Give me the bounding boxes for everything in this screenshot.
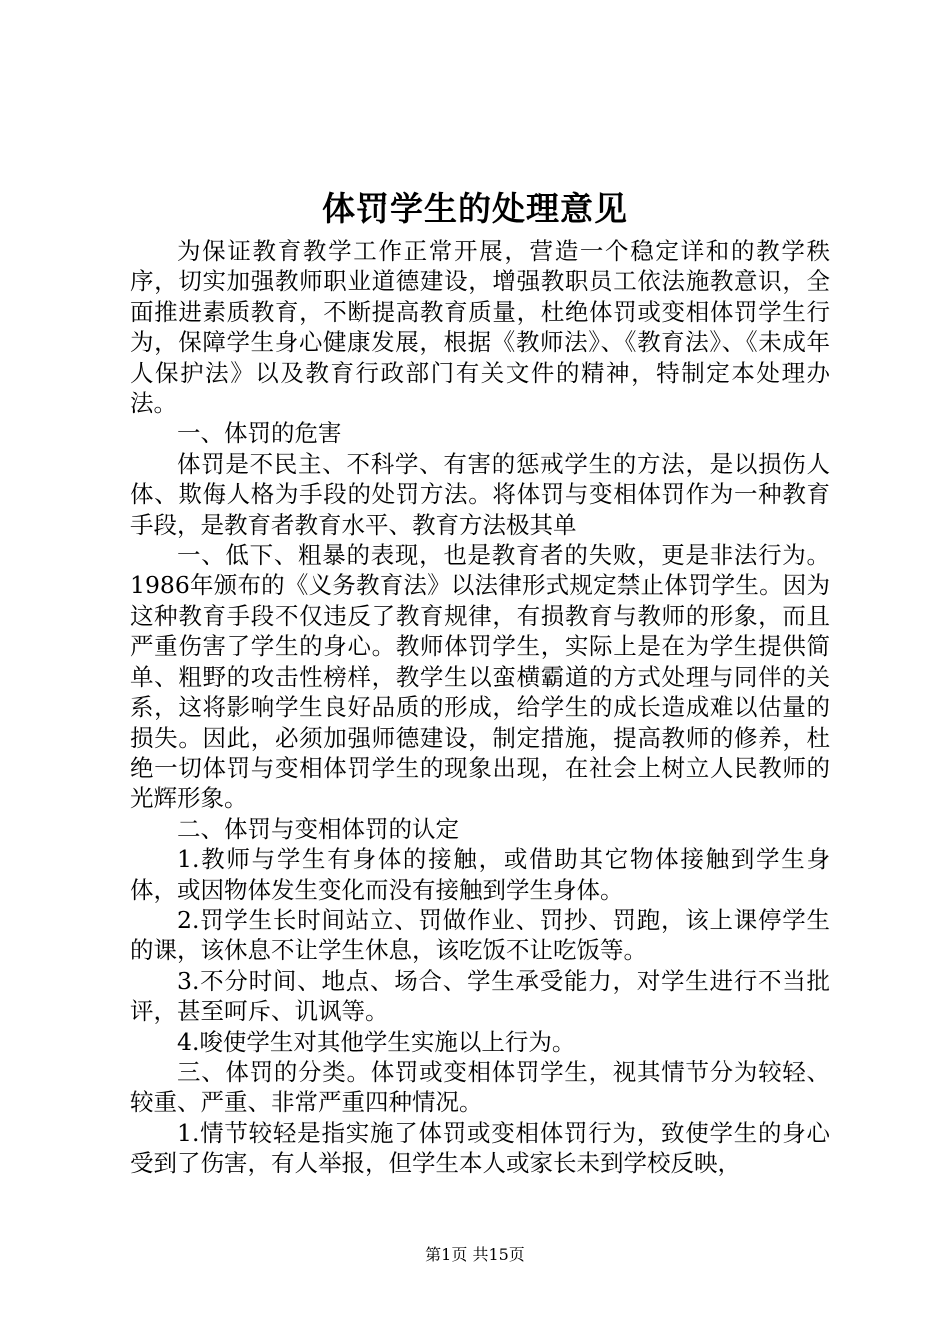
list-item: 1.情节较轻是指实施了体罚或变相体罚行为，致使学生的身心受到了伤害，有人举报，但学生本人或家长未到学校反映，	[130, 1118, 830, 1178]
document-body	[130, 236, 830, 1179]
section-heading-3: 三、体罚的分类。体罚或变相体罚学生，视其情节分为较轻、较重、严重、非常严重四种情况。	[130, 1057, 830, 1117]
section-heading-1: 一、体罚的危害	[177, 419, 342, 448]
paragraph: 体罚是不民主、不科学、有害的惩戒学生的方法，是以损伤人体、欺侮人格为手段的处罚方法。将体罚与变相体罚作为一种教育手段，是教育者教育水平、教育方法极其单	[130, 449, 830, 539]
list-item: 2.罚学生长时间站立、罚做作业、罚抄、罚跑，该上课停学生的课，该休息不让学生休息，该吃饭不让吃饭等。	[130, 905, 830, 965]
document-title: 体罚学生的处理意见	[322, 189, 628, 228]
list-item: 4.唆使学生对其他学生实施以上行为。	[177, 1027, 576, 1056]
paragraph-intro: 为保证教育教学工作正常开展，营造一个稳定详和的教学秩序，切实加强教师职业道德建设，增强教职员工依法施教意识，全面推进素质教育，不断提高教育质量，杜绝体罚或变相体罚学生行为，保障学生身心健康发展，根据《教师法》、《教育法》、《未成年人保护法》以及教育行政部门有关文件的精神，特制定本处理办法。	[130, 237, 830, 418]
page-footer: 第1页 共15页	[425, 1245, 525, 1264]
paragraph: 一、低下、粗暴的表现，也是教育者的失败，更是非法行为。1986年颁布的《义务教育法》以法律形式规定禁止体罚学生。因为这种教育手段不仅违反了教育规律，有损教育与教师的形象，而且严重伤害了学生的身心。教师体罚学生，实际上是在为学生提供简单、粗野的攻击性榜样，教学生以蛮横霸道的方式处理与同伴的关系，这将影响学生良好品质的形成，给学生的成长造成难以估量的损失。因此，必须加强师德建设，制定措施，提高教师的修养，杜绝一切体罚与变相体罚学生的现象出现，在社会上树立人民教师的光辉形象。	[130, 541, 830, 813]
list-item: 3.不分时间、地点、场合、学生承受能力，对学生进行不当批评，甚至呵斥、讥讽等。	[130, 966, 830, 1026]
section-heading-2: 二、体罚与变相体罚的认定	[177, 814, 459, 843]
list-item: 1.教师与学生有身体的接触，或借助其它物体接触到学生身体，或因物体发生变化而没有接触到学生身体。	[130, 845, 830, 904]
